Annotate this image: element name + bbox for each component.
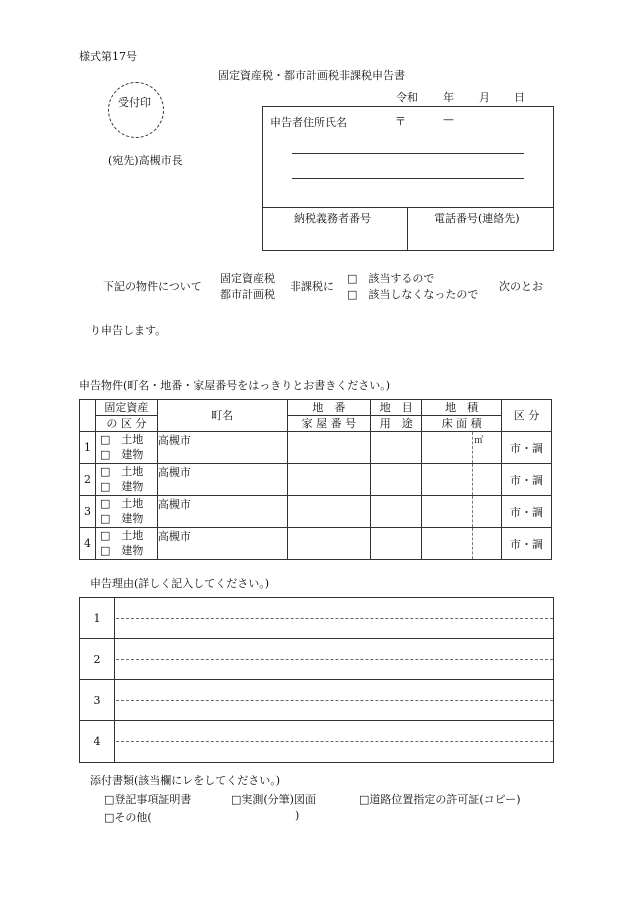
statement-tax-1: 固定資産税 xyxy=(220,272,275,285)
taxpayer-number-label: 納税義務者番号 xyxy=(294,212,371,225)
statement-prefix: 下記の物件について xyxy=(103,280,202,293)
table-row xyxy=(80,432,552,464)
area-cell[interactable] xyxy=(422,464,502,496)
date-year: 年 xyxy=(443,91,454,104)
reason-row-separator xyxy=(114,598,115,639)
lot-cell[interactable] xyxy=(287,432,371,464)
land-checkbox[interactable]: □ 土地 xyxy=(99,465,144,478)
property-heading: 申告物件(町名・地番・家屋番号をはっきりとお書きください。) xyxy=(79,379,391,392)
asset-type-cell xyxy=(95,528,157,560)
header-division: 区 分 xyxy=(502,400,552,432)
statement-suffix: 次のとお xyxy=(499,280,543,293)
reason-box xyxy=(79,597,554,763)
area-unit: ㎡ xyxy=(474,436,484,446)
header-floor-area: 床 面 積 xyxy=(422,416,502,432)
asset-type-cell xyxy=(95,496,157,528)
lot-cell[interactable] xyxy=(287,496,371,528)
reason-row-number: 4 xyxy=(93,735,101,748)
applicant-vertical-divider xyxy=(407,207,408,250)
reason-writing-line xyxy=(116,700,553,701)
reason-row[interactable] xyxy=(80,721,553,762)
reason-row-separator xyxy=(114,721,115,762)
attachment-survey-drawing-checkbox[interactable]: □実測(分筆)図面 xyxy=(231,793,316,806)
area-cell[interactable] xyxy=(422,432,502,464)
header-house-number: 家 屋 番 号 xyxy=(287,416,371,432)
header-area: 地 積 xyxy=(422,400,502,416)
lot-cell[interactable] xyxy=(287,464,371,496)
row-number: 2 xyxy=(80,464,96,496)
header-lot: 地 番 xyxy=(287,400,371,416)
division-cell: 市・調 xyxy=(502,464,552,496)
reason-writing-line xyxy=(116,741,553,742)
division-cell: 市・調 xyxy=(502,432,552,464)
asset-type-cell xyxy=(95,432,157,464)
postal-dash: — xyxy=(443,113,454,126)
statement-middle: 非課税に xyxy=(290,280,334,293)
attachment-other-checkbox[interactable]: □その他( xyxy=(104,811,152,824)
reason-writing-line xyxy=(116,618,553,619)
land-category-cell[interactable] xyxy=(371,464,422,496)
date-era: 令和 xyxy=(396,91,418,104)
reception-stamp-area xyxy=(108,82,164,138)
town-cell[interactable]: 高槻市 xyxy=(157,496,287,528)
reason-heading: 申告理由(詳しく記入してください。) xyxy=(90,577,270,590)
table-row xyxy=(80,464,552,496)
division-cell: 市・調 xyxy=(502,528,552,560)
option-applies-checkbox[interactable]: □ 該当するので xyxy=(347,272,435,285)
area-decimal-divider xyxy=(472,432,473,463)
attachment-road-permit-checkbox[interactable]: □道路位置指定の許可証(コピー) xyxy=(359,793,521,806)
reason-writing-line xyxy=(116,659,553,660)
row-number: 3 xyxy=(80,496,96,528)
address-line-2[interactable] xyxy=(292,178,524,179)
building-checkbox[interactable]: □ 建物 xyxy=(99,544,144,557)
land-checkbox[interactable]: □ 土地 xyxy=(99,529,144,542)
area-decimal-divider xyxy=(472,464,473,495)
postal-mark: 〒 xyxy=(395,115,406,128)
attachment-registry-certificate-checkbox[interactable]: □登記事項証明書 xyxy=(104,793,192,806)
header-asset-type-1: 固定資産 xyxy=(95,400,157,416)
statement-continuation: り申告します。 xyxy=(90,324,167,337)
statement-tax-2: 都市計画税 xyxy=(220,288,275,301)
division-cell: 市・調 xyxy=(502,496,552,528)
town-cell[interactable]: 高槻市 xyxy=(157,528,287,560)
attachments-heading: 添付書類(該当欄にレをしてください。) xyxy=(90,774,281,787)
reason-row-number: 2 xyxy=(93,653,101,666)
building-checkbox[interactable]: □ 建物 xyxy=(99,512,144,525)
phone-label: 電話番号(連絡先) xyxy=(434,212,520,225)
addressee: (宛先)高槻市長 xyxy=(108,154,183,167)
lot-cell[interactable] xyxy=(287,528,371,560)
address-line-1[interactable] xyxy=(292,153,524,154)
property-table xyxy=(79,399,552,560)
area-cell[interactable] xyxy=(422,496,502,528)
reason-row[interactable] xyxy=(80,639,553,680)
building-checkbox[interactable]: □ 建物 xyxy=(99,448,144,461)
reason-row-separator xyxy=(114,639,115,680)
land-checkbox[interactable]: □ 土地 xyxy=(99,433,144,446)
date-month: 月 xyxy=(479,91,490,104)
area-decimal-divider xyxy=(472,528,473,559)
reason-row-number: 3 xyxy=(93,694,101,707)
land-checkbox[interactable]: □ 土地 xyxy=(99,497,144,510)
header-town: 町名 xyxy=(157,400,287,432)
form-number: 様式第17号 xyxy=(79,50,137,63)
option-no-longer-applies-checkbox[interactable]: □ 該当しなくなったので xyxy=(347,288,479,301)
header-number xyxy=(80,400,96,432)
table-row xyxy=(80,496,552,528)
land-category-cell[interactable] xyxy=(371,496,422,528)
area-cell[interactable] xyxy=(422,528,502,560)
reason-row-separator xyxy=(114,680,115,721)
row-number: 4 xyxy=(80,528,96,560)
town-cell[interactable]: 高槻市 xyxy=(157,464,287,496)
header-use: 用 途 xyxy=(371,416,422,432)
reception-stamp-label: 受付印 xyxy=(118,96,151,109)
attachment-other-close: ) xyxy=(295,809,300,822)
town-cell[interactable]: 高槻市 xyxy=(157,432,287,464)
reason-row-number: 1 xyxy=(93,612,101,625)
land-category-cell[interactable] xyxy=(371,432,422,464)
date-day: 日 xyxy=(514,91,525,104)
reason-row[interactable] xyxy=(80,598,553,639)
header-land-category: 地 目 xyxy=(371,400,422,416)
area-decimal-divider xyxy=(472,496,473,527)
building-checkbox[interactable]: □ 建物 xyxy=(99,480,144,493)
row-number: 1 xyxy=(80,432,96,464)
header-asset-type-2: の 区 分 xyxy=(95,416,157,432)
reason-row[interactable] xyxy=(80,680,553,721)
applicant-name-label: 申告者住所氏名 xyxy=(270,116,347,129)
asset-type-cell xyxy=(95,464,157,496)
form-title: 固定資産税・都市計画税非課税申告書 xyxy=(218,69,405,82)
land-category-cell[interactable] xyxy=(371,528,422,560)
table-row xyxy=(80,528,552,560)
